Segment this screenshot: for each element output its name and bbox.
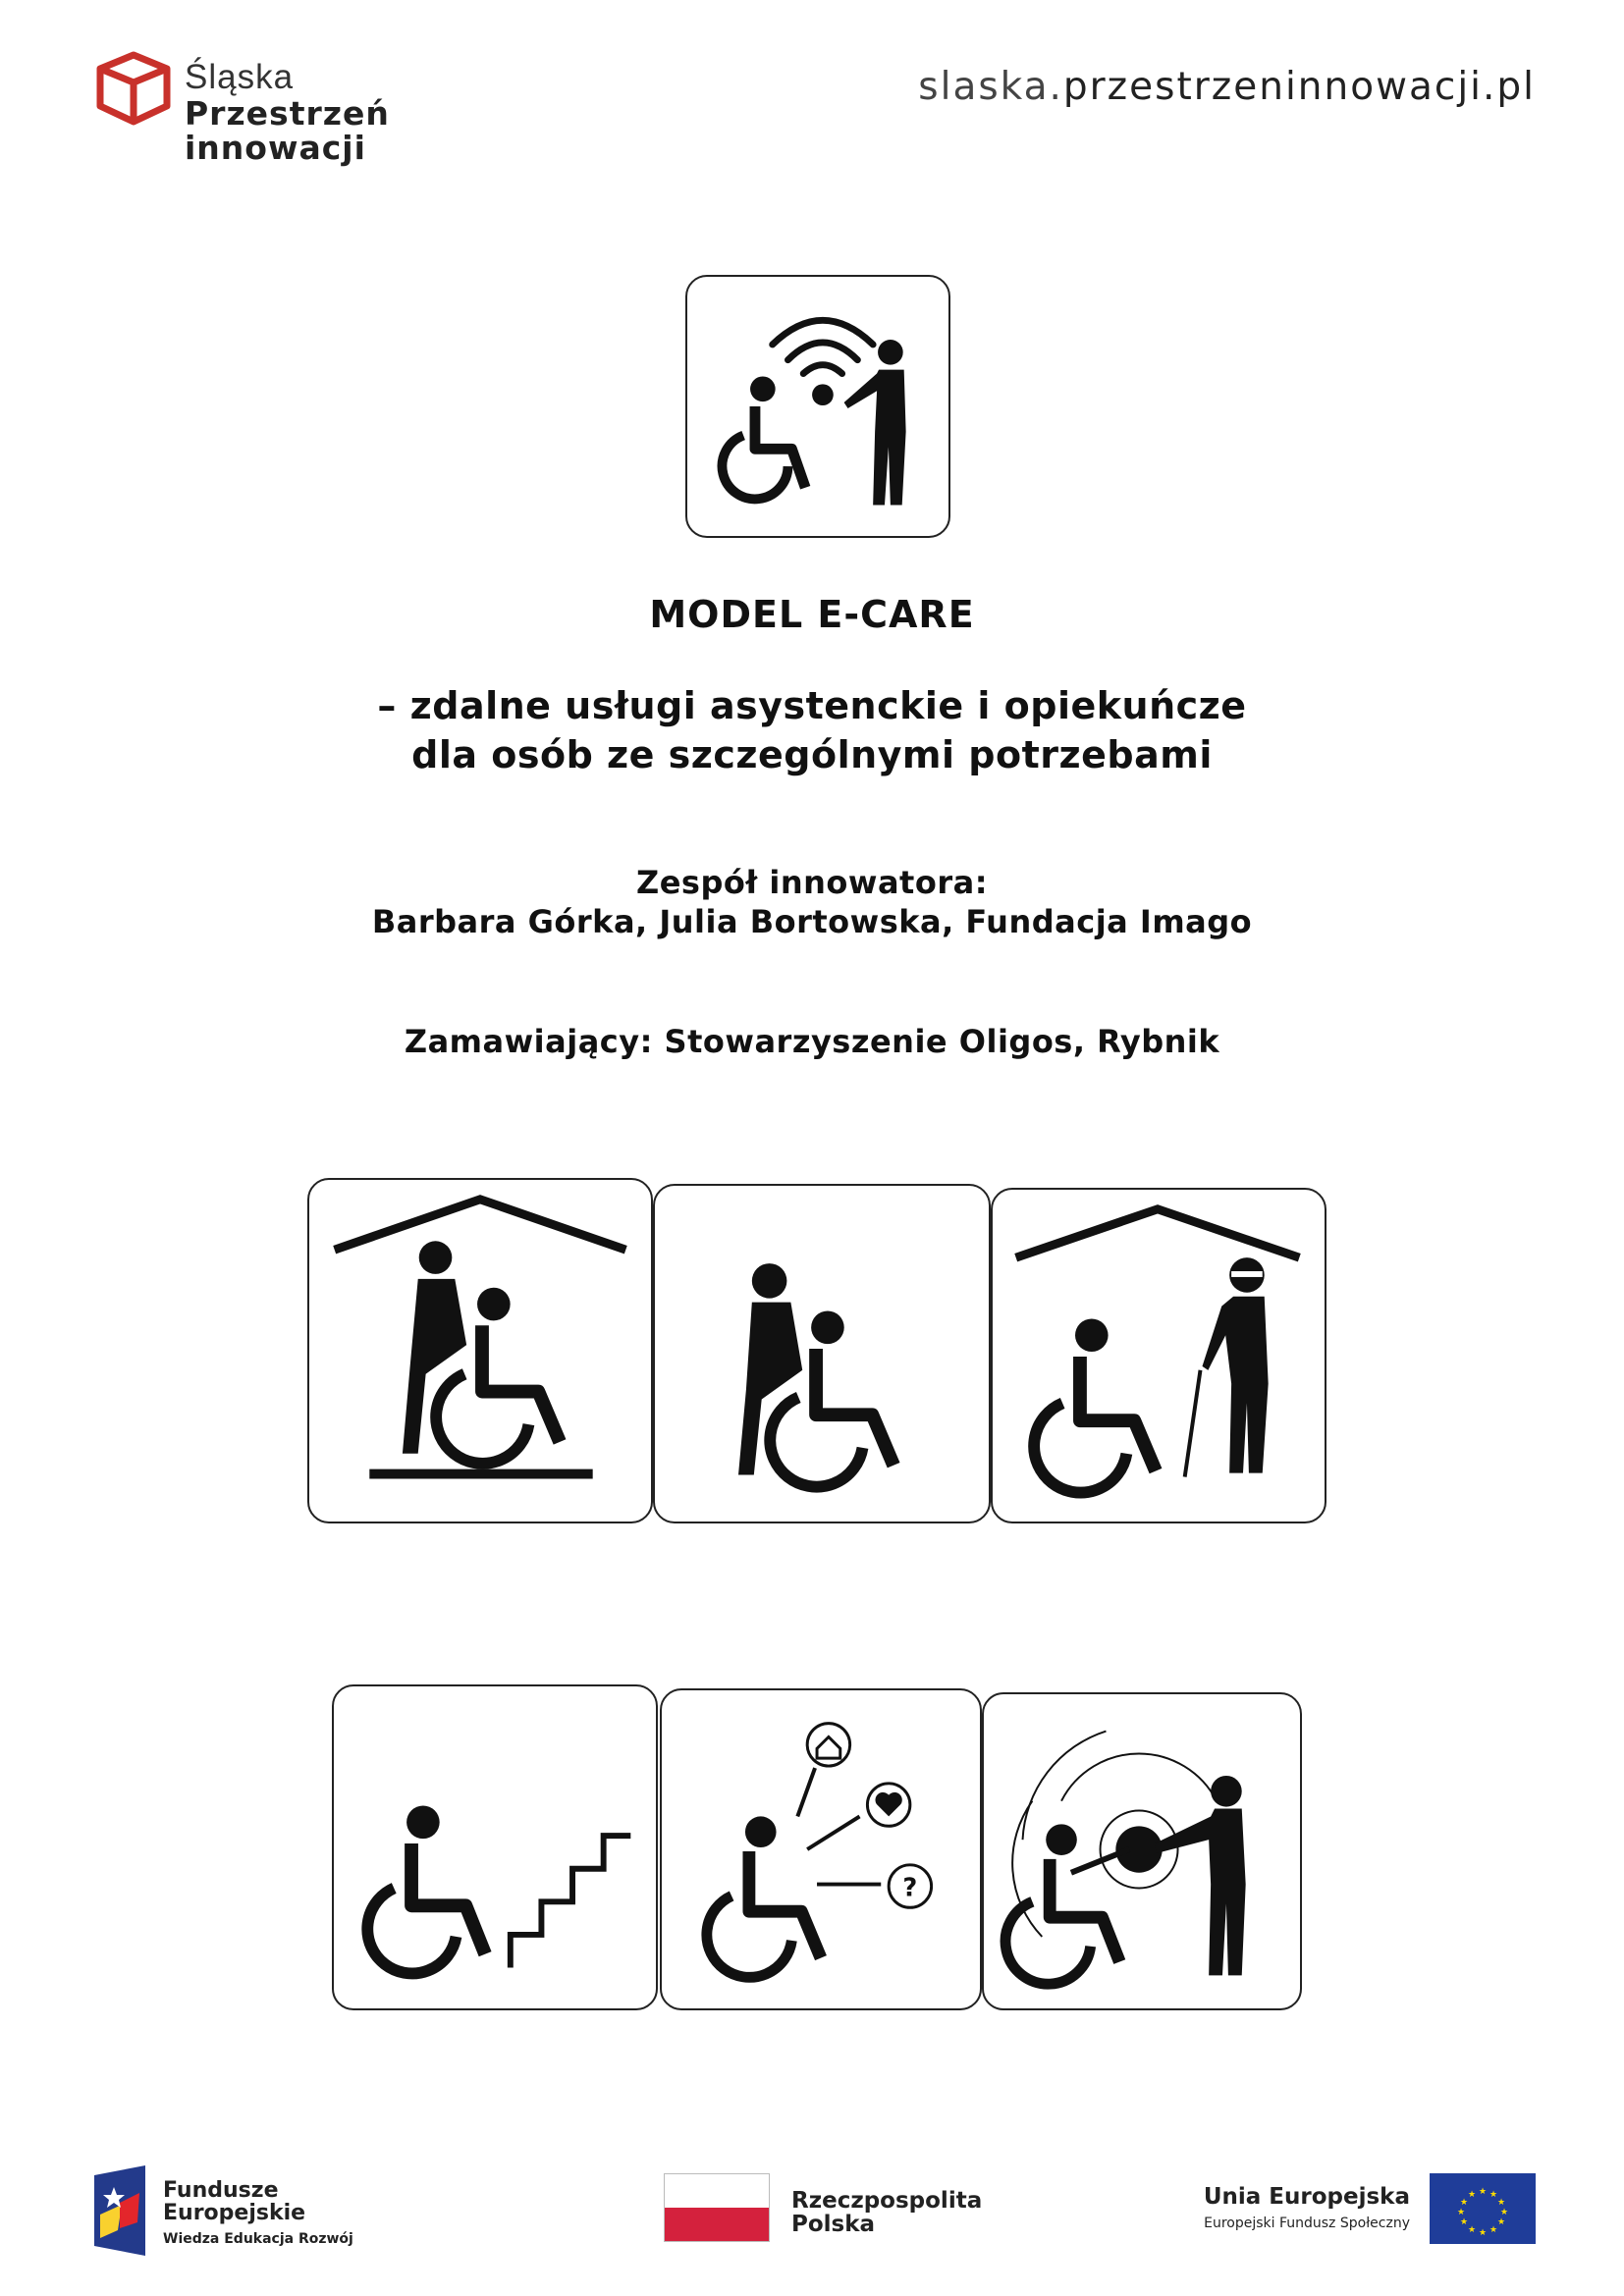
- svg-text:★: ★: [1478, 2187, 1488, 2197]
- slaska-logo-text: [185, 59, 390, 166]
- team-names: Barbara Górka, Julia Bortowska, Fundacja Imago: [371, 903, 1253, 940]
- fe-line-1: Fundusze: [163, 2178, 279, 2203]
- fe-line-2: Europejskie: [163, 2201, 306, 2226]
- polish-flag-icon: [664, 2173, 770, 2242]
- svg-text:★: ★: [1478, 2228, 1488, 2238]
- home-care-assistant-icon: [307, 1178, 653, 1523]
- eu-line-1: Unia Europejska: [1203, 2184, 1410, 2210]
- remote-assistance-icon: [685, 275, 950, 538]
- slaska-logo-icon: [94, 49, 173, 128]
- eu-flag-icon: [1430, 2173, 1536, 2244]
- wheelchair-needs-icon: [660, 1688, 982, 2010]
- wheelchair-stairs-icon: [332, 1684, 658, 2010]
- fe-line-3: Wiedza Edukacja Rozwój: [163, 2231, 353, 2248]
- svg-text:★: ★: [1496, 2198, 1506, 2208]
- team-label: Zespół innowatora:: [636, 864, 988, 901]
- svg-text:★: ★: [1467, 2190, 1477, 2200]
- logo-line-2: Przestrzeń: [185, 93, 390, 133]
- svg-text:?: ?: [902, 1873, 918, 1903]
- fundusze-europejskie-text: [163, 2179, 353, 2247]
- home-blind-person-icon: [991, 1188, 1326, 1523]
- site-url[interactable]: [918, 65, 1536, 109]
- svg-text:★: ★: [1489, 2225, 1498, 2235]
- remote-signal-assistant-icon: [982, 1692, 1302, 2010]
- subtitle: [0, 681, 1624, 779]
- logo-line-3: innowacji: [185, 129, 366, 168]
- svg-text:★: ★: [1459, 2217, 1469, 2227]
- site-url-prefix: slaska.: [918, 65, 1063, 109]
- eu-line-2: Europejski Fundusz Społeczny: [1204, 2216, 1410, 2232]
- site-url-domain: przestrzeninnowacji.pl: [1062, 65, 1536, 109]
- fundusze-europejskie-logo-icon: [94, 2165, 145, 2256]
- svg-text:★: ★: [1489, 2190, 1498, 2200]
- subtitle-line-1: – zdalne usługi asystenckie i opiekuńcze: [377, 684, 1247, 727]
- svg-text:★: ★: [1459, 2198, 1469, 2208]
- assistant-pushing-wheelchair-icon: [653, 1184, 991, 1523]
- page-title: MODEL E-CARE: [649, 593, 975, 636]
- svg-text:★: ★: [1496, 2217, 1506, 2227]
- client: Zamawiający: Stowarzyszenie Oligos, Rybnik: [404, 1023, 1220, 1060]
- unia-europejska-text: [1204, 2185, 1410, 2231]
- logo-line-1: Śląska: [185, 58, 295, 96]
- rp-line-1: Rzeczpospolita: [791, 2188, 983, 2214]
- svg-text:★: ★: [1467, 2225, 1477, 2235]
- subtitle-line-2: dla osób ze szczególnymi potrzebami: [411, 733, 1213, 776]
- svg-text:★: ★: [1499, 2208, 1509, 2217]
- rzeczpospolita-polska-text: [791, 2189, 982, 2236]
- svg-text:★: ★: [1456, 2208, 1466, 2217]
- rp-line-2: Polska: [791, 2212, 876, 2238]
